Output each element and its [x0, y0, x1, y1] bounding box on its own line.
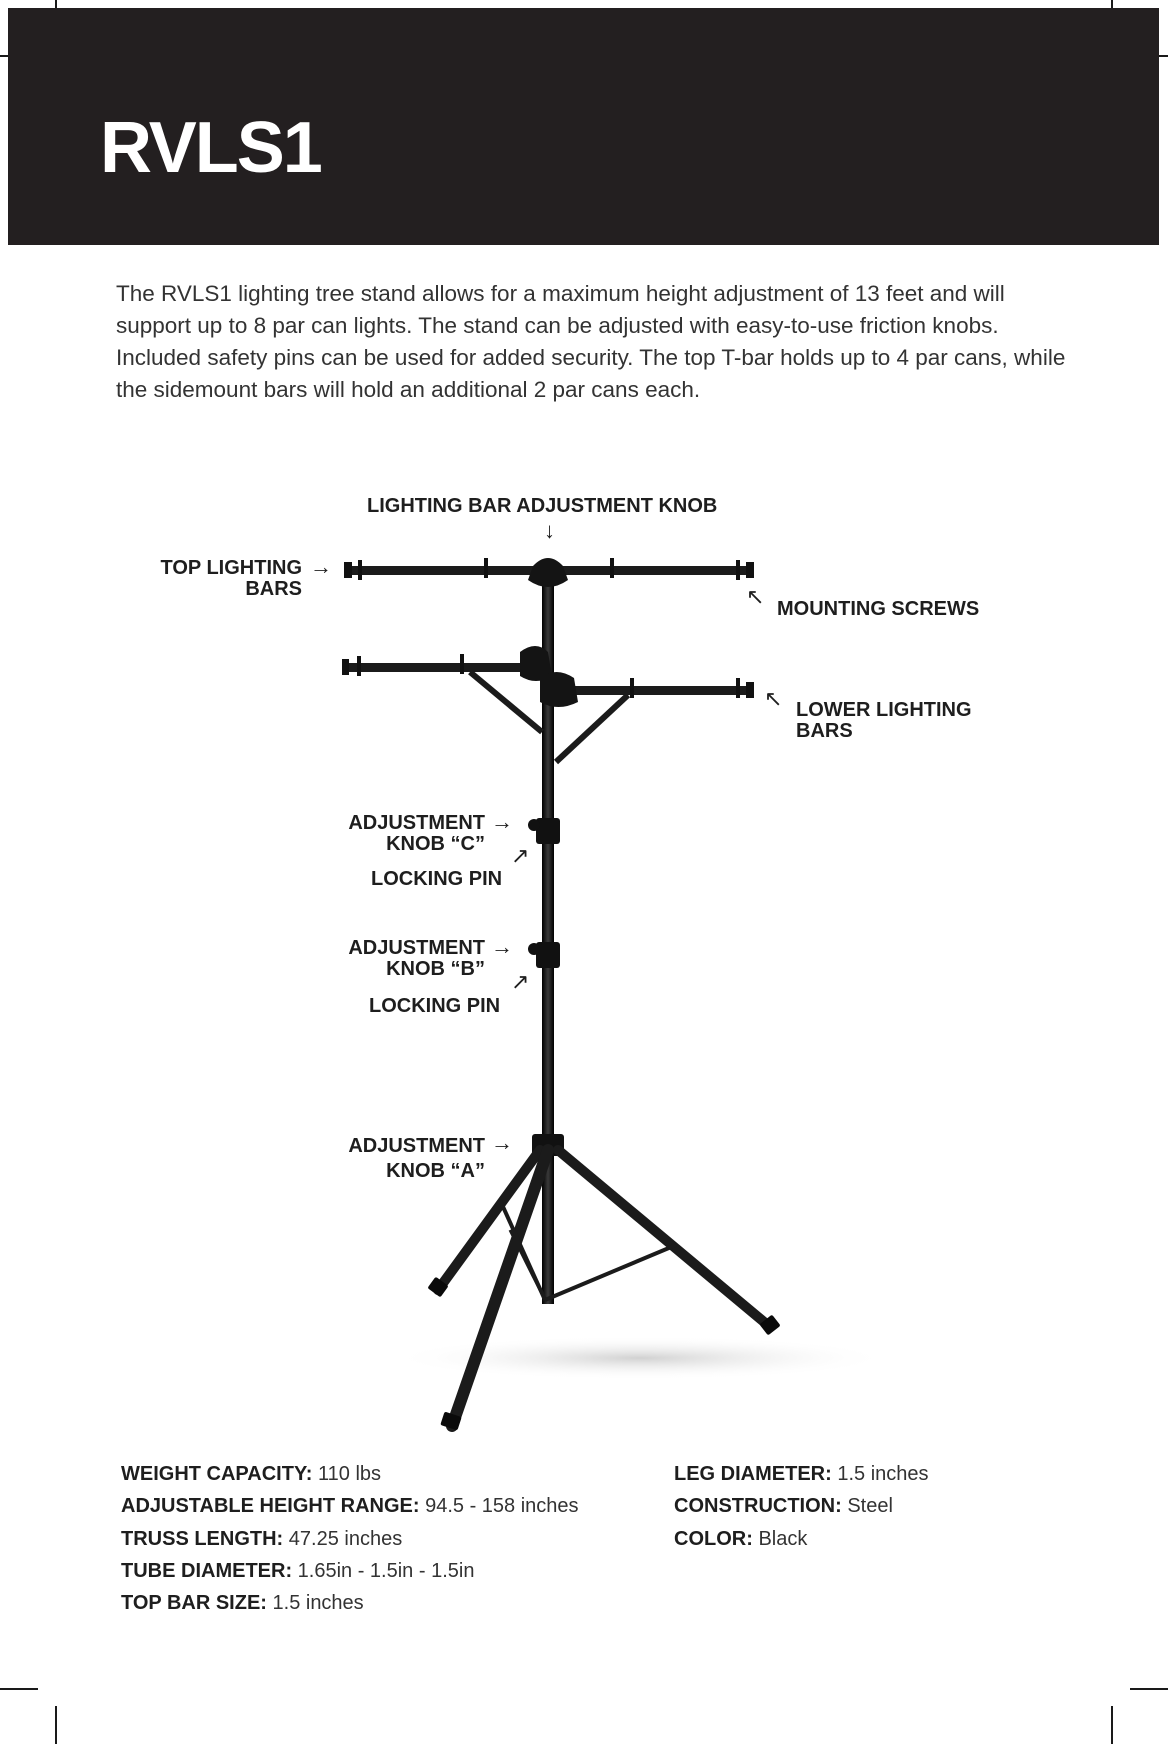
spec-label: TOP BAR SIZE: — [121, 1592, 267, 1615]
spec-value: 47.25 inches — [283, 1527, 403, 1550]
spec-value: 94.5 - 158 inches — [419, 1495, 579, 1518]
callout-adjustment-knob-a — [300, 1134, 485, 1184]
arrow-right-icon: → — [491, 934, 513, 959]
arrow-right-icon: → — [491, 1130, 513, 1155]
spec-label: CONSTRUCTION: — [674, 1495, 842, 1518]
adjustment-knob-c — [536, 818, 560, 844]
callout-line: ADJUSTMENT — [348, 812, 485, 834]
spec-label: WEIGHT CAPACITY: — [121, 1463, 313, 1485]
arrow-right-icon: → — [491, 809, 513, 834]
callout-line: KNOB “A” — [386, 1160, 485, 1182]
callout-mounting-screws: MOUNTING SCREWS — [777, 598, 980, 620]
lower-lighting-bar-right — [556, 686, 752, 695]
spec-row — [674, 1458, 929, 1490]
product-diagram — [0, 480, 1168, 1460]
callout-adjustment-knob-c — [300, 813, 485, 855]
arrow-up-right-icon: ↗ — [511, 969, 530, 994]
specs-right-column — [674, 1458, 929, 1555]
tripod-leg-right — [558, 1150, 770, 1327]
callout-line: BARS — [245, 578, 302, 600]
spec-value: 110 lbs — [312, 1463, 382, 1485]
spec-value: 1.5 inches — [831, 1463, 929, 1485]
callout-line: KNOB “B” — [386, 958, 485, 980]
spec-row — [674, 1490, 929, 1522]
spec-label: LEG DIAMETER: — [674, 1463, 832, 1485]
callout-lighting-bar-knob: LIGHTING BAR ADJUSTMENT KNOB — [367, 495, 718, 517]
top-bar-knob — [528, 558, 568, 587]
spec-label: COLOR: — [674, 1527, 753, 1550]
specs-left-column — [121, 1458, 579, 1619]
tripod-leg-front — [452, 1150, 548, 1426]
arrow-up-right-icon: ↗ — [511, 843, 530, 868]
spec-value: Black — [752, 1527, 808, 1550]
callout-line: ADJUSTMENT — [348, 937, 485, 959]
spec-value: 1.5 inches — [266, 1592, 364, 1615]
arrow-up-left-icon: ↖ — [746, 584, 765, 609]
callout-lower-lighting-bars — [796, 700, 972, 742]
callout-line: KNOB “C” — [386, 833, 485, 855]
spec-row — [674, 1523, 929, 1555]
spec-label: TUBE DIAMETER: — [121, 1559, 293, 1582]
spec-row — [121, 1523, 579, 1555]
crop-mark — [1111, 1706, 1113, 1744]
arrow-up-left-icon: ↖ — [764, 686, 783, 711]
callout-line: TOP LIGHTING — [160, 557, 302, 579]
intro-paragraph: The RVLS1 lighting tree stand allows for a maximum height adjustment of 13 feet and will support up to 8 par can lights. The stand can be adjusted with easy-to-use friction knobs. Included safety pins can be used for added security. The top T-bar holds up to 4 par cans, while the sidemount bars will hold an additional 2 par cans each. — [116, 281, 1066, 402]
callout-adjustment-knob-b — [300, 938, 485, 980]
spec-row — [121, 1490, 579, 1522]
spec-label: ADJUSTABLE HEIGHT RANGE: — [121, 1495, 420, 1518]
spec-value: 1.65in - 1.5in - 1.5in — [292, 1559, 475, 1582]
arrow-right-icon: → — [310, 554, 332, 579]
callout-line: ADJUSTMENT — [348, 1135, 485, 1157]
arrow-down-icon: ↓ — [544, 518, 555, 543]
callout-line: BARS — [796, 720, 853, 742]
spec-row — [121, 1587, 579, 1619]
callout-line: LOWER LIGHTING — [796, 699, 972, 721]
adjustment-knob-b — [536, 942, 560, 968]
page-title: RVLS1 — [100, 108, 321, 188]
crop-mark — [55, 1706, 57, 1744]
callout-locking-pin-b: LOCKING PIN — [369, 995, 501, 1017]
spec-value: Steel — [841, 1495, 893, 1518]
callout-locking-pin-c: LOCKING PIN — [371, 868, 503, 890]
spec-label: TRUSS LENGTH: — [121, 1527, 284, 1550]
crop-mark — [1130, 1688, 1168, 1690]
spec-row — [121, 1458, 579, 1490]
lower-lighting-bar-left — [344, 663, 540, 672]
crop-mark — [0, 1688, 38, 1690]
callout-top-lighting-bars — [120, 558, 302, 600]
spec-row — [121, 1555, 579, 1587]
lighting-stand-illustration — [0, 480, 1168, 1460]
